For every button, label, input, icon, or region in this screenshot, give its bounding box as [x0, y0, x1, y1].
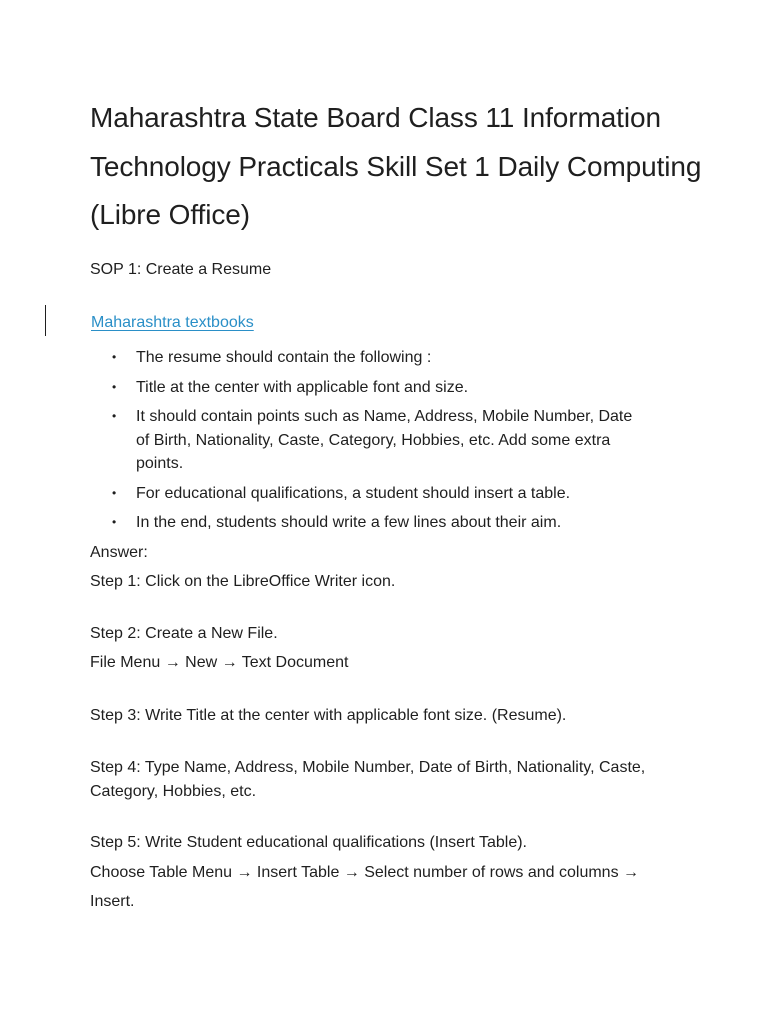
page-title: Maharashtra State Board Class 11 Information Technology Practicals Skill Set 1 Daily Computing (Libre Office)	[90, 102, 702, 230]
step-1: Step 1: Click on the LibreOffice Writer icon.	[90, 573, 396, 590]
step-5: Step 5: Write Student educational qualifications (Insert Table).	[90, 834, 527, 851]
requirements-list	[90, 346, 690, 541]
list-item-text: In the end, students should write a few lines about their aim.	[136, 514, 562, 531]
step-2-detail: File Menu → New → Text Document	[90, 654, 349, 671]
step-5-detail-line-2: Insert.	[90, 893, 135, 910]
list-item	[90, 511, 636, 535]
list-item	[90, 405, 636, 476]
answer-label: Answer:	[90, 544, 148, 561]
step-5-detail-line-1: Choose Table Menu → Insert Table → Select number of rows and columns →	[90, 864, 640, 881]
step-4: Step 4: Type Name, Address, Mobile Number, Date of Birth, Nationality, Caste, Category, Hobbies, etc.	[90, 759, 646, 800]
step-2: Step 2: Create a New File.	[90, 625, 278, 642]
list-item-text: For educational qualifications, a student should insert a table.	[136, 484, 571, 502]
list-item-text: Title at the center with applicable font and size.	[136, 378, 469, 396]
sop-heading: SOP 1: Create a Resume	[90, 261, 272, 278]
list-item-text: It should contain points such as Name, Address, Mobile Number, Date of Birth, Nationality, Caste, Category, Hobbies, etc. Add some extra points.	[136, 408, 633, 472]
maharashtra-textbooks-link[interactable]: Maharashtra textbooks	[91, 314, 254, 331]
bullet-icon: •	[112, 409, 117, 423]
text-cursor	[45, 305, 46, 336]
list-item	[90, 346, 636, 370]
bullet-icon: •	[112, 515, 117, 529]
bullet-icon: •	[112, 350, 117, 364]
bullet-icon: •	[112, 379, 117, 394]
list-item	[90, 376, 636, 400]
bullet-icon: •	[112, 485, 117, 500]
list-item	[90, 482, 636, 506]
list-item-text: The resume should contain the following :	[136, 349, 432, 366]
step-3: Step 3: Write Title at the center with applicable font size. (Resume).	[90, 707, 567, 724]
